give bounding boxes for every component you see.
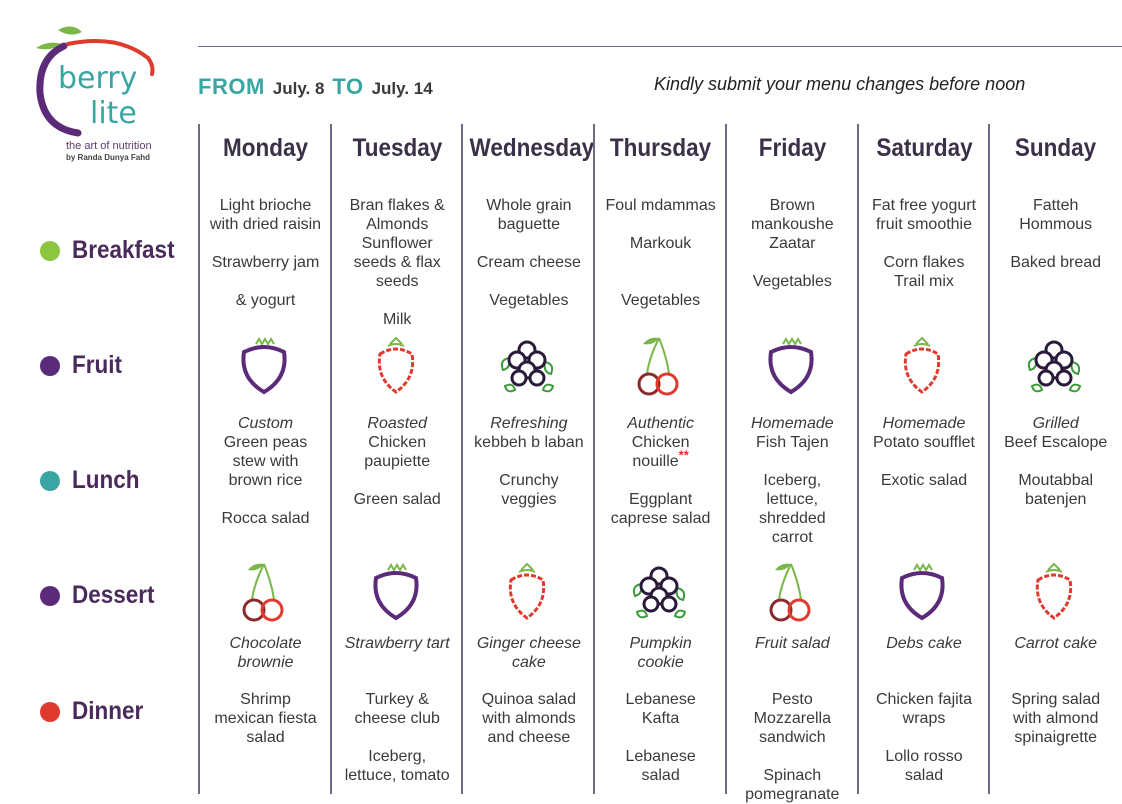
menu-item: cheese club <box>354 710 440 727</box>
day-header: Sunday <box>1015 134 1097 162</box>
menu-item: Mozzarella <box>753 710 831 727</box>
menu-item: seeds & flax <box>353 254 441 271</box>
menu-item: with dried raisin <box>209 216 322 233</box>
menu-item: Iceberg, <box>763 472 822 489</box>
dinner-cell <box>861 690 988 785</box>
menu-item: kebbeh b laban <box>474 434 584 451</box>
menu-item: caprese salad <box>610 510 711 527</box>
dinner-cell <box>597 690 724 785</box>
dessert-cell <box>334 634 461 653</box>
menu-item: Rocca salad <box>221 510 310 527</box>
to-date: July. 14 <box>371 79 433 98</box>
day-column-thursday <box>593 124 726 794</box>
menu-item: brownie <box>237 654 294 671</box>
dessert-dot <box>40 586 60 606</box>
day-header: Friday <box>758 134 827 162</box>
menu-item: with almonds <box>482 710 576 727</box>
menu-item: fruit smoothie <box>875 216 973 233</box>
menu-item: lettuce, <box>766 491 819 508</box>
dinner-dot <box>40 702 60 722</box>
berries-icon <box>1024 334 1084 398</box>
dish-style: Homemade <box>882 415 966 432</box>
menu-item: Chicken <box>631 434 690 451</box>
strawberry-icon <box>497 560 557 624</box>
lunch-cell <box>202 414 329 528</box>
spacer <box>597 215 724 234</box>
menu-item: Kafta <box>641 710 680 727</box>
svg-text:berry: berry <box>58 61 138 96</box>
menu-item: Chicken fajita <box>875 691 973 708</box>
menu-item: salad <box>641 767 680 784</box>
menu-item: Pesto <box>771 691 813 708</box>
menu-item: Sunflower <box>361 235 433 252</box>
dish-style: Refreshing <box>490 415 568 432</box>
to-label: TO <box>332 74 364 99</box>
menu-item: Spring salad <box>1011 691 1101 708</box>
day-column-tuesday <box>330 124 463 794</box>
menu-item: & yogurt <box>235 292 296 309</box>
dinner-cell <box>729 690 856 804</box>
from-date: July. 8 <box>272 79 325 98</box>
menu-item: shredded <box>758 510 826 527</box>
menu-item: Fruit salad <box>754 635 830 652</box>
menu-item: Turkey & <box>365 691 429 708</box>
breakfast-cell <box>597 196 724 310</box>
meal-lunch <box>40 466 147 495</box>
dish-style: Roasted <box>367 415 427 432</box>
cherry-icon <box>234 560 294 624</box>
dessert-cell <box>992 634 1119 653</box>
plum-icon <box>234 334 294 398</box>
dessert-cell <box>465 634 592 672</box>
byline-text: by Randa Dunya Fahd <box>66 153 151 162</box>
menu-item: Fish Tajen <box>755 434 829 451</box>
menu-item: Fat free yogurt <box>871 197 977 214</box>
spacer <box>729 747 856 766</box>
spacer <box>465 452 592 471</box>
breakfast-cell <box>861 196 988 291</box>
menu-item: paupiette <box>364 453 431 470</box>
day-column-sunday <box>988 124 1121 794</box>
breakfast-cell <box>334 196 461 329</box>
dinner-cell <box>202 690 329 747</box>
menu-item: Pumpkin <box>629 635 692 652</box>
menu-item: Vegetables <box>621 292 701 309</box>
dessert-cell <box>597 634 724 672</box>
menu-item: veggies <box>501 491 557 508</box>
menu-item: cookie <box>637 654 684 671</box>
berries-icon <box>497 334 557 398</box>
menu-item: salad <box>904 767 944 784</box>
day-column-saturday <box>857 124 990 794</box>
dish-style: Grilled <box>1032 415 1079 432</box>
meal-label: Lunch <box>72 466 140 494</box>
dish-style: Authentic <box>627 415 694 432</box>
menu-item: Exotic salad <box>880 472 968 489</box>
lunch-cell <box>992 414 1119 509</box>
menu-item: wraps <box>902 710 946 727</box>
strawberry-icon <box>366 334 426 398</box>
menu-item: Carrot cake <box>1014 635 1098 652</box>
breakfast-cell <box>992 196 1119 272</box>
menu-item: Vegetables <box>489 292 569 309</box>
meal-dinner <box>40 697 151 726</box>
menu-item: Brown <box>769 197 815 214</box>
menu-item: Iceberg, <box>368 748 427 765</box>
menu-item: mankoushe <box>750 216 834 233</box>
menu-item: and cheese <box>487 729 571 746</box>
menu-item: Whole grain <box>486 197 572 214</box>
spacer <box>334 291 461 310</box>
meal-breakfast <box>40 236 186 265</box>
plum-icon <box>366 560 426 624</box>
menu-item: Lollo rosso <box>885 748 963 765</box>
menu-item: Beef Escalope <box>1004 434 1108 451</box>
dessert-cell <box>729 634 856 653</box>
spacer <box>334 471 461 490</box>
dessert-cell <box>861 634 988 653</box>
menu-item: Baked bread <box>1010 254 1102 271</box>
menu-item: stew with <box>232 453 299 470</box>
lunch-cell <box>334 414 461 509</box>
day-column-wednesday <box>461 124 594 794</box>
menu-item: lettuce, tomato <box>344 767 450 784</box>
spacer <box>992 452 1119 471</box>
meal-labels <box>40 0 200 794</box>
lunch-cell <box>729 414 856 547</box>
day-header: Wednesday <box>469 134 595 162</box>
menu-item: Foul mdammas <box>605 197 716 214</box>
spacer <box>597 471 724 490</box>
menu-item: sandwich <box>758 729 826 746</box>
menu-item: salad <box>246 729 285 746</box>
from-label: FROM <box>198 74 265 99</box>
menu-item: Debs cake <box>886 635 962 652</box>
menu-item: Milk <box>382 311 412 328</box>
spacer <box>465 234 592 253</box>
menu-item: Bran flakes & <box>349 197 445 214</box>
spacer <box>202 234 329 253</box>
menu-item: Moutabbal <box>1018 472 1094 489</box>
lunch-cell <box>861 414 988 490</box>
spacer <box>597 728 724 747</box>
menu-item: brown rice <box>228 472 303 489</box>
menu-item: spinaigrette <box>1014 729 1098 746</box>
day-column-monday <box>198 124 331 794</box>
berries-icon <box>629 560 689 624</box>
menu-item: Chocolate <box>229 635 302 652</box>
breakfast-dot <box>40 241 60 261</box>
tagline-text: the art of nutrition <box>66 140 152 152</box>
menu-item: seeds <box>375 273 419 290</box>
dinner-cell <box>465 690 592 747</box>
menu-item: Cream cheese <box>476 254 581 271</box>
dessert-cell <box>202 634 329 672</box>
menu-item: Quinoa salad <box>481 691 577 708</box>
menu-item: Ginger cheese <box>476 635 581 652</box>
menu-item: Eggplant <box>629 491 693 508</box>
menu-item: Almonds <box>366 216 429 233</box>
spacer <box>202 490 329 509</box>
menu-item: Zaatar <box>769 235 816 252</box>
menu-item: Strawberry jam <box>211 254 320 271</box>
strawberry-icon <box>892 334 952 398</box>
svg-text:lite: lite <box>90 96 137 131</box>
menu-item: Markouk <box>629 235 692 252</box>
menu-grid <box>198 124 1122 803</box>
meal-label: Fruit <box>72 351 122 379</box>
menu-item: Green peas <box>223 434 308 451</box>
menu-item: Light brioche <box>219 197 312 214</box>
meal-fruit <box>40 351 128 380</box>
cherry-icon <box>761 560 821 624</box>
menu-item: with almond <box>1013 710 1099 727</box>
menu-item: baguette <box>497 216 561 233</box>
dish-style: Homemade <box>750 415 834 432</box>
fruit-dot <box>40 356 60 376</box>
note-mark: ** <box>678 447 689 463</box>
plum-icon <box>892 560 952 624</box>
breakfast-cell <box>465 196 592 310</box>
menu-item: cake <box>511 654 546 671</box>
menu-item: Green salad <box>353 491 441 508</box>
day-header: Thursday <box>609 134 712 162</box>
meal-label: Dinner <box>72 697 144 725</box>
menu-item: Spinach <box>763 767 822 784</box>
menu-item: Vegetables <box>752 273 832 290</box>
spacer <box>465 272 592 291</box>
spacer <box>334 728 461 747</box>
strawberry-icon <box>1024 560 1084 624</box>
spacer <box>861 728 988 747</box>
menu-change-notice: Kindly submit your menu changes before noon <box>654 74 1026 94</box>
menu-item: Lebanese <box>625 691 696 708</box>
header-divider <box>198 46 1122 47</box>
breakfast-cell <box>729 196 856 291</box>
menu-item: Chicken <box>368 434 427 451</box>
menu-item: Lebanese <box>625 748 696 765</box>
day-column-friday <box>725 124 858 803</box>
spacer <box>861 234 988 253</box>
dinner-cell <box>334 690 461 785</box>
menu-item: batenjen <box>1024 491 1087 508</box>
menu-item: Hommous <box>1019 216 1093 233</box>
spacer <box>597 272 724 291</box>
lunch-dot <box>40 471 60 491</box>
spacer <box>597 253 724 272</box>
menu-item: Trail mix <box>894 273 954 290</box>
meal-label: Dessert <box>72 581 155 609</box>
spacer <box>729 452 856 471</box>
menu-item: Crunchy <box>499 472 559 489</box>
menu-item: carrot <box>771 529 813 546</box>
lunch-cell <box>597 414 724 528</box>
dish-style: Custom <box>237 415 294 432</box>
menu-item: Shrimp <box>240 691 291 708</box>
dinner-cell <box>992 690 1119 747</box>
day-header: Saturday <box>875 134 973 162</box>
spacer <box>992 234 1119 253</box>
spacer <box>729 253 856 272</box>
spacer <box>202 272 329 291</box>
day-header: Tuesday <box>352 134 442 162</box>
menu-item: Strawberry tart <box>344 635 450 652</box>
spacer <box>861 452 988 471</box>
cherry-icon <box>629 334 689 398</box>
menu-item: mexican fiesta <box>214 710 317 727</box>
breakfast-cell <box>202 196 329 310</box>
plum-icon <box>761 334 821 398</box>
meal-dessert <box>40 581 164 610</box>
menu-item: Potato soufflet <box>873 434 975 451</box>
meal-label: Breakfast <box>72 236 175 264</box>
menu-item: pomegranate <box>745 786 840 803</box>
lunch-cell <box>465 414 592 509</box>
menu-item: Fatteh <box>1033 197 1079 214</box>
menu-item: Corn flakes <box>883 254 965 271</box>
date-range <box>198 74 433 100</box>
menu-item: nouille** <box>632 447 689 470</box>
day-header: Monday <box>222 134 308 162</box>
